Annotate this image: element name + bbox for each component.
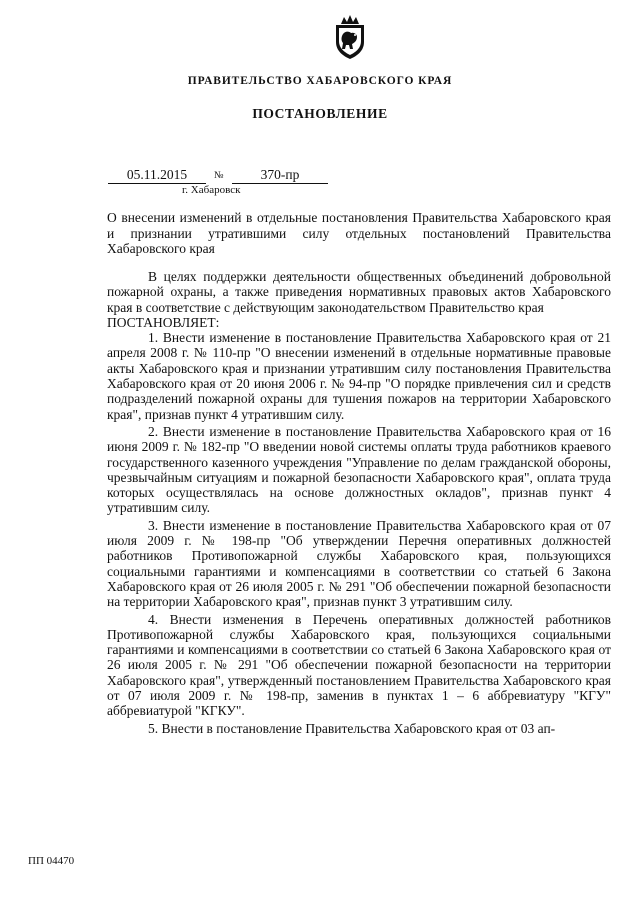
document-type: ПОСТАНОВЛЕНИЕ xyxy=(252,106,388,121)
item-paragraph-1: 1. Внести изменение в постановление Правительства Хабаровского края от 21 апреля 2008 г. № 110-пр "О внесении изменений в отдельные нормативные правовые акты Хабаровского края и признании утратившим силу постановления Правительства Хабаровского края от 20 июня 2006 г. № 94-пр "О порядке привлечения сил и средств подразделений пожарной охраны для тушения пожаров на территории Хабаровского края", признав пункт 4 утратившим силу. xyxy=(107,330,611,422)
footer-code: ПП 04470 xyxy=(28,855,75,867)
number-sign: № xyxy=(214,170,224,181)
item-paragraph-4: 4. Внести изменения в Перечень оперативных должностей работников Противопожарной службы Хабаровского края, пользующихся социальными гарантиями и компенсациями в соответствии со статьей 6 Закона Хабаровского края от 26 июля 2005 г. № 291 "Об обеспечении пожарной безопасности на территории Хабаровского края", утвержденный постановлением Правительства Хабаровского края от 07 июля 2009 г. № 198-пр, заменив в пунктах 1 – 6 аббревиатуру "КГУ" аббревиатурой "КГКУ". xyxy=(107,611,611,719)
document-date: 05.11.2015 xyxy=(108,167,206,184)
resolves-heading: ПОСТАНОВЛЯЕТ: xyxy=(107,314,220,330)
document-body xyxy=(107,269,611,736)
khabarovsk-coat-of-arms-emblem xyxy=(331,14,369,60)
preamble-paragraph: В целях поддержки деятельности общественных объединений добровольной пожарной охраны, а также приведения нормативных правовых актов Хабаровского края в соответствие с действующим законодательством Правительство края xyxy=(107,269,611,315)
document-subject: О внесении изменений в отдельные постановления Правительства Хабаровского края и признании утратившими силу отдельных постановлений Правительства Хабаровского края xyxy=(107,210,611,256)
item-paragraph-3: 3. Внести изменение в постановление Правительства Хабаровского края от 07 июля 2009 г. № 198-пр "Об утверждении Перечня оперативных должностей работников Противопожарной службы Хабаровского края, пользующихся социальными гарантиями и компенсациями в соответствии со статьей 6 Закона Хабаровского края от 26 июля 2005 г. № 291 "Об обеспечении пожарной безопасности на территории Хабаровского края", признав пункт 3 утратившим силу. xyxy=(107,517,611,610)
item-paragraph-2: 2. Внести изменение в постановление Правительства Хабаровского края от 16 июня 2009 г. № 182-пр "О введении новой системы оплаты труда работников краевого государственного казенного учреждения "Управление по делам гражданской обороны, чрезвычайным ситуациям и пожарной безопасности Хабаровского края", оплата труда которых осуществлялась на основе должностных окладов", признав пункт 4 утратившим силу. xyxy=(107,423,611,516)
document-number: 370-пр xyxy=(232,167,328,184)
organization-name: ПРАВИТЕЛЬСТВО ХАБАРОВСКОГО КРАЯ xyxy=(187,75,453,87)
document-city: г. Хабаровск xyxy=(182,184,241,196)
item-paragraph-5: 5. Внести в постановление Правительства Хабаровского края от 03 ап- xyxy=(148,720,556,736)
